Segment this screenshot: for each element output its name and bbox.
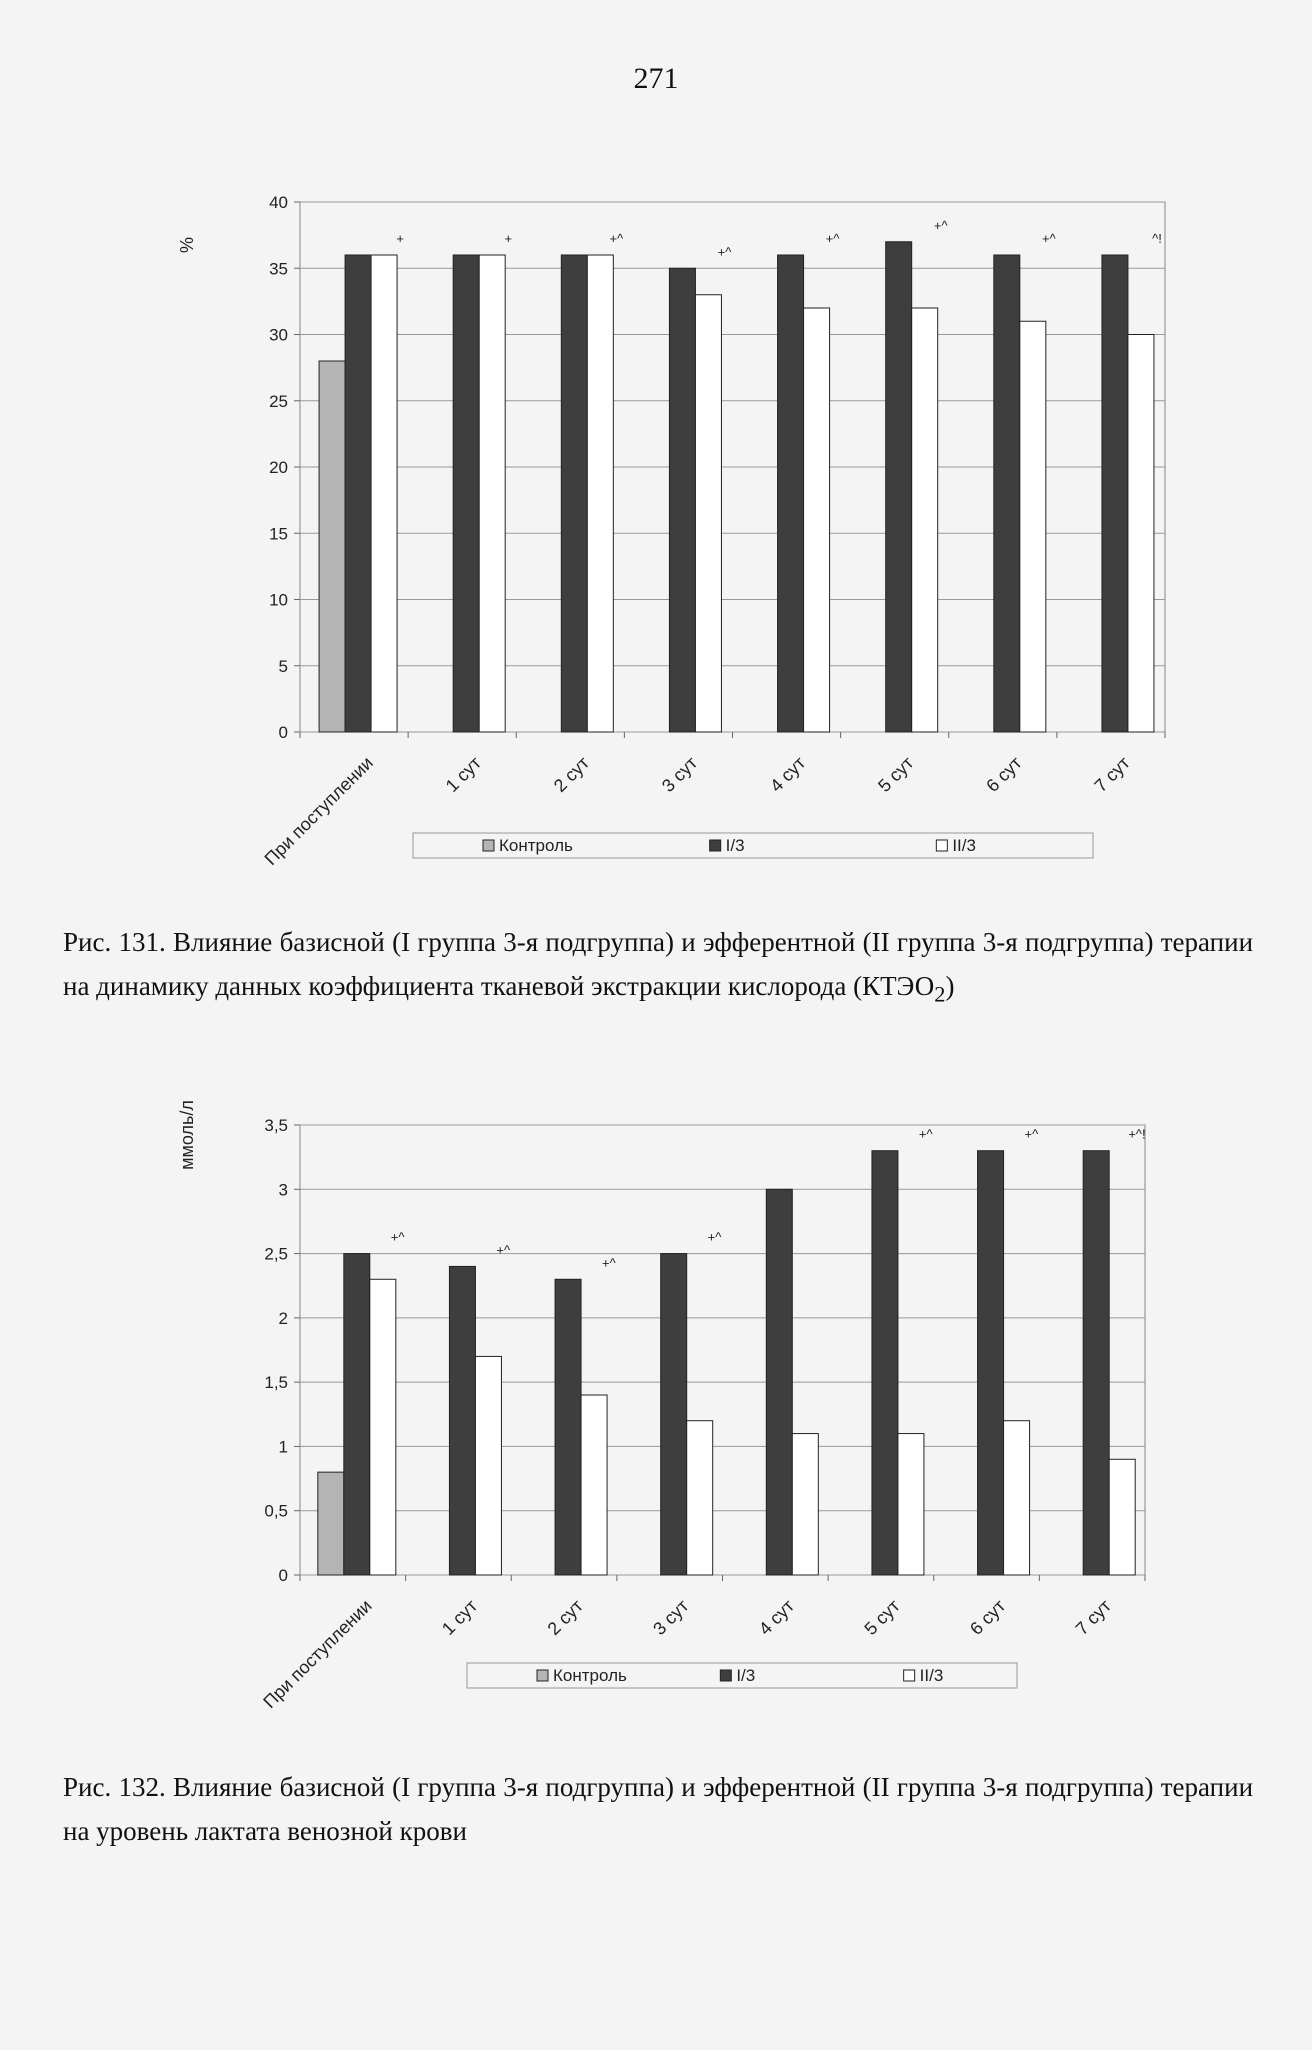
y-tick-label: 5 xyxy=(278,656,288,676)
bar xyxy=(1004,1421,1030,1575)
caption-text: Влияние базисной (I группа 3-я подгруппа) и эфферентной (II группа 3-я подгруппа) терапии на уровень лактата венозной крови xyxy=(63,1772,1254,1846)
x-tick-label: 7 сут xyxy=(1090,752,1134,797)
y-axis-label: % xyxy=(177,236,197,254)
significance-annotation: +^ xyxy=(918,1126,933,1142)
bar xyxy=(371,255,397,732)
chart-ktoe-svg xyxy=(0,150,1312,900)
bar xyxy=(778,255,804,732)
bar xyxy=(1102,255,1128,732)
bar xyxy=(792,1434,818,1575)
significance-annotation: +^ xyxy=(707,1229,722,1245)
legend-label: II/3 xyxy=(952,836,976,855)
y-tick-label: 25 xyxy=(269,391,288,411)
y-tick-label: 20 xyxy=(269,458,288,477)
significance-annotation: +^ xyxy=(1024,1126,1039,1142)
legend-swatch xyxy=(936,840,947,851)
x-tick-label: 1 сут xyxy=(437,1595,482,1640)
chart-ktoe xyxy=(0,150,1312,900)
x-tick-label: 2 сут xyxy=(549,752,594,797)
bar xyxy=(669,268,695,732)
bar xyxy=(318,1472,344,1575)
y-tick-label: 0,5 xyxy=(264,1501,288,1521)
bar xyxy=(453,255,479,732)
significance-annotation: +^ xyxy=(1042,231,1056,246)
legend-label: II/3 xyxy=(919,1666,944,1685)
legend-swatch xyxy=(720,1670,731,1681)
y-tick-label: 40 xyxy=(269,193,288,212)
significance-annotation: +^ xyxy=(933,217,948,233)
y-tick-label: 0 xyxy=(278,1566,288,1585)
bar xyxy=(561,255,587,732)
bar xyxy=(1083,1151,1109,1575)
y-tick-label: 3,5 xyxy=(264,1116,288,1135)
legend-swatch xyxy=(537,1670,548,1681)
significance-annotation: +^ xyxy=(825,231,840,246)
chart-lactate xyxy=(0,1085,1312,1765)
x-tick-label: 4 сут xyxy=(754,1595,799,1640)
caption-label: Рис. 132. xyxy=(63,1772,166,1802)
significance-annotation: +^ xyxy=(717,244,732,260)
x-tick-label: 6 сут xyxy=(966,1595,1010,1640)
x-tick-label: 3 сут xyxy=(657,752,702,797)
legend-label: I/3 xyxy=(725,836,745,855)
page-number: 271 xyxy=(633,62,679,95)
bar xyxy=(555,1279,581,1575)
bar xyxy=(886,242,912,732)
x-tick-label: 5 сут xyxy=(874,752,918,797)
bar xyxy=(479,255,505,732)
bar xyxy=(1020,321,1046,732)
y-tick-label: 0 xyxy=(278,723,288,742)
legend-swatch xyxy=(483,840,494,851)
bar xyxy=(978,1151,1004,1575)
bar xyxy=(898,1434,924,1575)
x-tick-label: При поступлении xyxy=(260,752,377,870)
y-tick-label: 2,5 xyxy=(264,1244,288,1264)
x-tick-label: 3 сут xyxy=(649,1595,693,1640)
bar xyxy=(319,361,345,732)
bar xyxy=(695,295,721,732)
y-tick-label: 3 xyxy=(278,1180,288,1200)
y-axis-label: ммоль/л xyxy=(177,1100,197,1170)
bar xyxy=(475,1356,501,1575)
y-tick-label: 1,5 xyxy=(264,1373,288,1393)
caption-figure-131 xyxy=(63,920,1253,1016)
caption-text: Влияние базисной (I группа 3-я подгруппа) и эфферентной (II группа 3-я подгруппа) терапии на динамику данных коэффициента тканевой экстракции кислорода (КТЭО xyxy=(63,927,1254,1001)
bar xyxy=(766,1189,792,1575)
bar xyxy=(1128,335,1154,733)
significance-annotation: +^ xyxy=(609,231,624,246)
bar xyxy=(912,308,938,732)
significance-annotation: ^! xyxy=(1152,231,1162,246)
bar xyxy=(1109,1459,1135,1575)
bar xyxy=(581,1395,607,1575)
y-tick-label: 15 xyxy=(269,524,288,544)
x-tick-label: При поступлении xyxy=(259,1595,376,1713)
bar xyxy=(370,1279,396,1575)
caption-subscript: 2 xyxy=(934,981,946,1007)
x-tick-label: 7 сут xyxy=(1071,1595,1116,1640)
x-tick-label: 1 сут xyxy=(441,752,486,797)
y-tick-label: 1 xyxy=(278,1437,288,1457)
y-tick-label: 35 xyxy=(269,259,288,279)
bar xyxy=(345,255,371,732)
significance-annotation: +^ xyxy=(602,1255,616,1271)
bar xyxy=(804,308,830,732)
chart-lactate-svg xyxy=(0,1085,1312,1765)
y-tick-label: 10 xyxy=(269,590,288,610)
legend-label: Контроль xyxy=(499,836,573,855)
significance-annotation: +^ xyxy=(390,1229,405,1245)
caption-end: ) xyxy=(945,971,955,1001)
bar xyxy=(661,1254,687,1575)
caption-label: Рис. 131. xyxy=(63,927,166,957)
significance-annotation: + xyxy=(504,231,513,246)
caption-figure-132 xyxy=(63,1765,1253,1853)
significance-annotation: +^! xyxy=(1128,1126,1146,1142)
legend-swatch xyxy=(904,1670,915,1681)
legend-swatch xyxy=(710,840,721,851)
bar xyxy=(587,255,613,732)
x-tick-label: 2 сут xyxy=(543,1595,587,1640)
significance-annotation: + xyxy=(396,231,404,246)
x-tick-label: 5 сут xyxy=(860,1595,904,1640)
x-tick-label: 4 сут xyxy=(766,752,810,797)
bar xyxy=(344,1254,370,1575)
bar xyxy=(872,1151,898,1575)
bar xyxy=(687,1421,713,1575)
bar xyxy=(994,255,1020,732)
y-tick-label: 30 xyxy=(269,325,288,345)
legend-label: I/3 xyxy=(736,1666,756,1685)
y-tick-label: 2 xyxy=(278,1308,288,1328)
significance-annotation: +^ xyxy=(496,1242,511,1258)
x-tick-label: 6 сут xyxy=(982,752,1026,797)
bar xyxy=(449,1266,475,1575)
legend-label: Контроль xyxy=(553,1666,627,1685)
